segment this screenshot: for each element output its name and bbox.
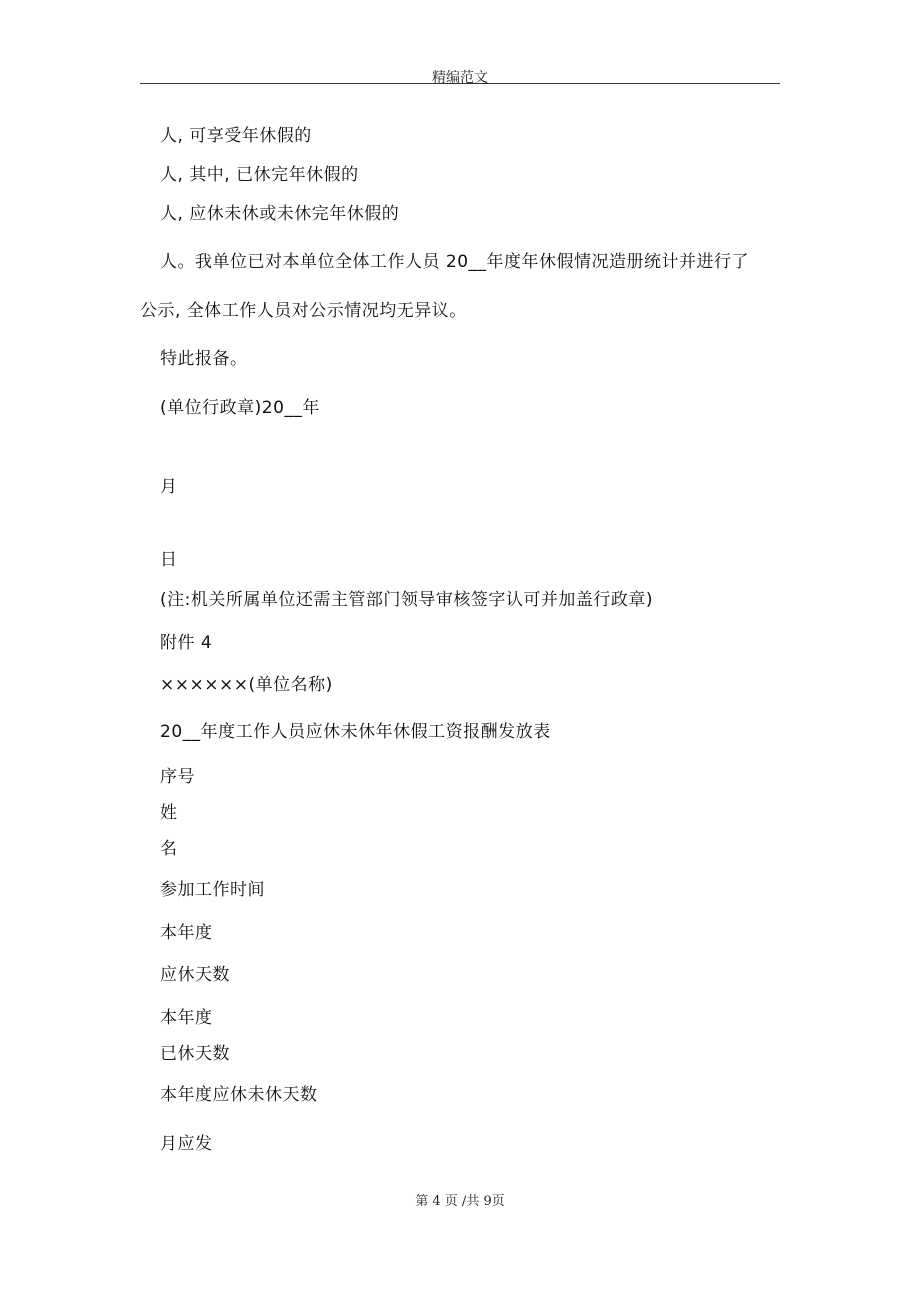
body-line-20: 本年度 bbox=[160, 1008, 213, 1028]
body-line-22: 本年度应休未休天数 bbox=[160, 1085, 318, 1105]
page-number: 第 4 页 /共 9页 bbox=[415, 1194, 505, 1209]
body-line-18: 本年度 bbox=[160, 923, 213, 943]
body-line-23: 月应发 bbox=[160, 1134, 213, 1154]
body-line-9: 日 bbox=[160, 550, 178, 570]
body-line-17: 参加工作时间 bbox=[160, 880, 265, 900]
body-line-15: 姓 bbox=[160, 803, 178, 823]
body-line-6: 特此报备。 bbox=[160, 349, 248, 369]
body-line-10: (注:机关所属单位还需主管部门领导审核签字认可并加盖行政章) bbox=[160, 590, 653, 610]
body-line-4: 人。我单位已对本单位全体工作人员 20__年度年休假情况造册统计并进行了 bbox=[160, 252, 750, 272]
body-line-12: ××××××(单位名称) bbox=[160, 675, 333, 695]
body-line-5: 公示, 全体工作人员对公示情况均无异议。 bbox=[140, 301, 467, 321]
body-line-14: 序号 bbox=[160, 767, 195, 787]
body-line-7: (单位行政章)20__年 bbox=[160, 398, 320, 418]
header-title: 精编范文 bbox=[432, 70, 488, 86]
body-line-11: 附件 4 bbox=[160, 633, 213, 653]
body-line-1: 人, 可享受年休假的 bbox=[160, 126, 312, 146]
body-line-16: 名 bbox=[160, 839, 178, 859]
body-line-3: 人, 应休未休或未休完年休假的 bbox=[160, 204, 400, 224]
body-line-8: 月 bbox=[160, 477, 178, 497]
body-line-13: 20__年度工作人员应休未休年休假工资报酬发放表 bbox=[160, 722, 551, 742]
body-line-21: 已休天数 bbox=[160, 1044, 230, 1064]
header-divider bbox=[140, 83, 780, 84]
body-line-19: 应休天数 bbox=[160, 965, 230, 985]
body-line-2: 人, 其中, 已休完年休假的 bbox=[160, 165, 359, 185]
